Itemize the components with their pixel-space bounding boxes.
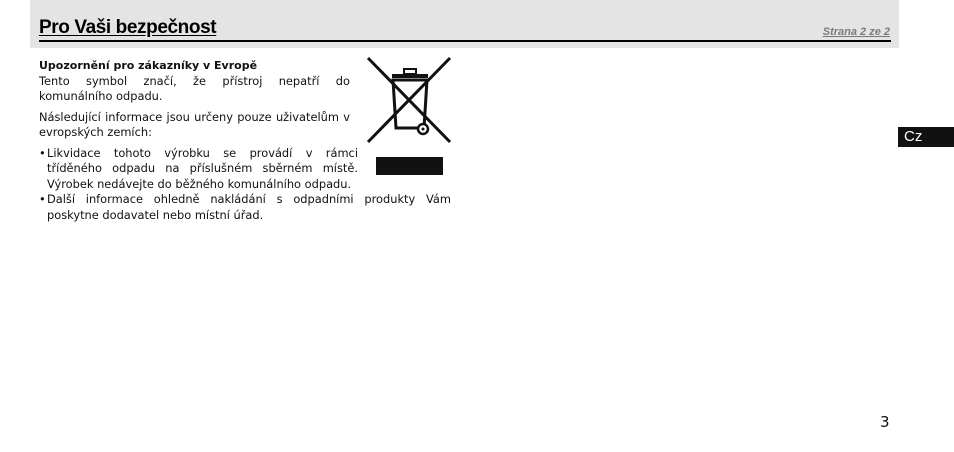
page-title: Pro Vaši bezpečnost — [39, 17, 217, 38]
header-rule — [39, 40, 891, 42]
page-indicator: Strana 2 ze 2 — [822, 26, 890, 38]
bullet-marker: • — [39, 192, 46, 206]
section-heading: Upozornění pro zákazníky v Evropě — [39, 59, 258, 72]
symbol-meaning-text: Tento symbol značí, že přístroj nepatří do komunálního odpadu. — [39, 73, 350, 103]
language-tab[interactable]: Cz — [898, 127, 954, 147]
list-item — [39, 146, 358, 193]
list-item — [39, 192, 451, 223]
crossed-out-wheeled-bin-icon — [366, 56, 452, 176]
bullet-text: Další informace ohledně nakládání s odpadními produkty Vám poskytne dodavatel nebo místní úřad. — [47, 192, 451, 222]
page-number: 3 — [880, 413, 890, 431]
eu-users-text: Následující informace jsou určeny pouze uživatelům v evropských zemích: — [39, 109, 350, 139]
bullet-marker: • — [39, 145, 46, 160]
bullet-text: Likvidace tohoto výrobku se provádí v rámci tříděného odpadu na příslušném sběrném místě. Výrobek nedávejte do běžného komunálního odpadu. — [47, 145, 358, 191]
